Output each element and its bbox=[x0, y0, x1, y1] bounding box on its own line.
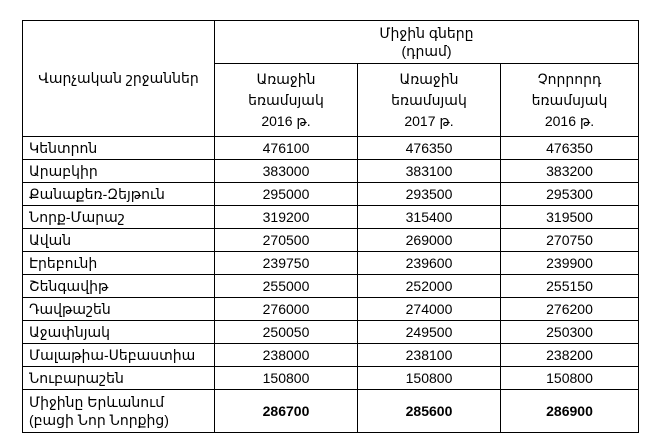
header-row-top bbox=[23, 21, 639, 64]
table-row bbox=[23, 252, 639, 275]
region-cell: Արաբկիր bbox=[23, 160, 215, 183]
value-cell: 252000 bbox=[358, 275, 501, 298]
column-header-line: եռամսյակ bbox=[248, 91, 324, 108]
column-header-line: Առաջին bbox=[256, 70, 316, 87]
value-cell: 150800 bbox=[501, 367, 639, 390]
value-cell: 255000 bbox=[215, 275, 358, 298]
column-header-line: եռամսյակ bbox=[391, 91, 467, 108]
region-column-header bbox=[23, 21, 215, 137]
table-row bbox=[23, 344, 639, 367]
value-cell: 319200 bbox=[215, 206, 358, 229]
table-row bbox=[23, 321, 639, 344]
region-cell: Նուբարաշեն bbox=[23, 367, 215, 390]
region-cell: Ավան bbox=[23, 229, 215, 252]
group-header-title: Միջին գները bbox=[379, 25, 474, 41]
value-cell: 238100 bbox=[358, 344, 501, 367]
total-value-cell: 286900 bbox=[501, 390, 639, 433]
total-label-note: (բացի Նոր Նորքից) bbox=[29, 412, 169, 428]
value-cell: 295000 bbox=[215, 183, 358, 206]
value-cell: 270500 bbox=[215, 229, 358, 252]
value-cell: 150800 bbox=[215, 367, 358, 390]
total-row bbox=[23, 390, 639, 433]
value-cell: 238000 bbox=[215, 344, 358, 367]
group-header-unit: (դրամ) bbox=[401, 43, 452, 59]
average-prices-table bbox=[22, 20, 639, 433]
value-cell: 319500 bbox=[501, 206, 639, 229]
value-cell: 250300 bbox=[501, 321, 639, 344]
value-cell: 295300 bbox=[501, 183, 639, 206]
table-row bbox=[23, 160, 639, 183]
total-value-cell: 285600 bbox=[358, 390, 501, 433]
average-price-group-header bbox=[215, 21, 639, 64]
value-cell: 255150 bbox=[501, 275, 639, 298]
value-cell: 476100 bbox=[215, 137, 358, 160]
column-header-line: 2016 թ. bbox=[544, 112, 595, 129]
value-cell: 249500 bbox=[358, 321, 501, 344]
value-cell: 476350 bbox=[358, 137, 501, 160]
column-header-line: 2016 թ. bbox=[261, 112, 311, 129]
total-label: Միջինը Երևանում bbox=[29, 394, 165, 410]
value-cell: 383000 bbox=[215, 160, 358, 183]
column-header-q1-2017 bbox=[358, 64, 501, 137]
region-cell: Դավթաշեն bbox=[23, 298, 215, 321]
region-cell: Մալաթիա-Սեբաստիա bbox=[23, 344, 215, 367]
region-cell: Նորք-Մարաշ bbox=[23, 206, 215, 229]
value-cell: 239750 bbox=[215, 252, 358, 275]
column-header-q1-2016 bbox=[215, 64, 358, 137]
column-header-line: Չորրորդ bbox=[537, 70, 602, 87]
region-cell: Էրեբունի bbox=[23, 252, 215, 275]
value-cell: 476350 bbox=[501, 137, 639, 160]
total-region-cell bbox=[23, 390, 215, 433]
table-row bbox=[23, 367, 639, 390]
region-header-label: Վարչական շրջաններ bbox=[38, 70, 199, 86]
value-cell: 150800 bbox=[358, 367, 501, 390]
table-row bbox=[23, 298, 639, 321]
value-cell: 269000 bbox=[358, 229, 501, 252]
table-row bbox=[23, 137, 639, 160]
table-row bbox=[23, 183, 639, 206]
value-cell: 276200 bbox=[501, 298, 639, 321]
table-row bbox=[23, 275, 639, 298]
value-cell: 239600 bbox=[358, 252, 501, 275]
region-cell: Քանաքեռ-Զեյթուն bbox=[23, 183, 215, 206]
region-cell: Կենտրոն bbox=[23, 137, 215, 160]
value-cell: 239900 bbox=[501, 252, 639, 275]
value-cell: 276000 bbox=[215, 298, 358, 321]
value-cell: 250050 bbox=[215, 321, 358, 344]
column-header-line: եռամսյակ bbox=[531, 91, 608, 108]
table-row bbox=[23, 206, 639, 229]
region-cell: Շենգավիթ bbox=[23, 275, 215, 298]
value-cell: 315400 bbox=[358, 206, 501, 229]
value-cell: 274000 bbox=[358, 298, 501, 321]
column-header-line: Առաջին bbox=[399, 70, 459, 87]
column-header-line: 2017 թ. bbox=[404, 112, 454, 129]
value-cell: 383100 bbox=[358, 160, 501, 183]
total-value-cell: 286700 bbox=[215, 390, 358, 433]
price-table-container bbox=[22, 20, 639, 433]
value-cell: 238200 bbox=[501, 344, 639, 367]
table-row bbox=[23, 229, 639, 252]
region-cell: Աջափնյակ bbox=[23, 321, 215, 344]
value-cell: 293500 bbox=[358, 183, 501, 206]
value-cell: 270750 bbox=[501, 229, 639, 252]
value-cell: 383200 bbox=[501, 160, 639, 183]
column-header-q4-2016 bbox=[501, 64, 639, 137]
